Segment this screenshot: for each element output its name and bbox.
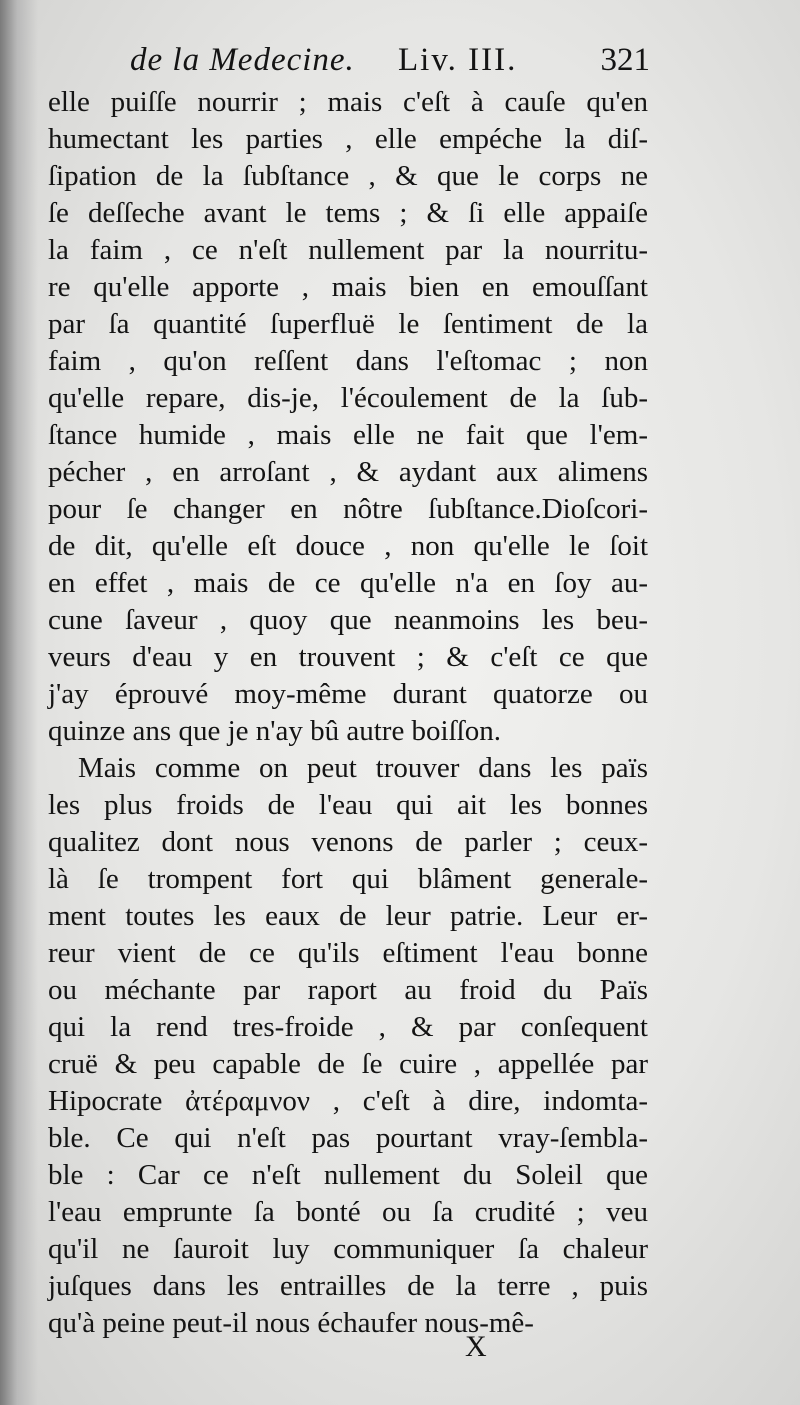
text-line: qu'elle repare, dis-je, l'écoulement de la ſub- [48,382,648,414]
running-head-book: Liv. III. [398,42,518,78]
text-line: juſques dans les entrailles de la terre , puis [48,1270,648,1302]
text-line: faim , qu'on reſſent dans l'eſtomac ; non [48,345,648,377]
text-line: ble. Ce qui n'eſt pas pourtant vray-ſembla- [48,1122,648,1154]
binding-shadow [0,0,38,1405]
text-line: pécher , en arroſant , & aydant aux alimens [48,456,648,488]
text-line: qu'il ne ſauroit luy communiquer ſa chaleur [48,1233,648,1265]
text-line: ment toutes les eaux de leur patrie. Leur er- [48,900,648,932]
text-line: qu'à peine peut-il nous échaufer nous-mê- [48,1307,534,1339]
text-line: elle puiſſe nourrir ; mais c'eſt à cauſe qu'en [48,86,648,118]
text-line: veurs d'eau y en trouvent ; & c'eſt ce que [48,641,648,673]
text-line: l'eau emprunte ſa bonté ou ſa crudité ; veu [48,1196,648,1228]
text-line: Mais comme on peut trouver dans les païs [78,752,648,784]
paragraph-2 [48,750,648,1342]
text-line: qualitez dont nous venons de parler ; ceux- [48,826,648,858]
text-line: ſe deſſeche avant le tems ; & ſi elle appaiſe [48,197,648,229]
body-text [48,84,648,1342]
text-line: les plus froids de l'eau qui ait les bonnes [48,789,648,821]
text-line: j'ay éprouvé moy-même durant quatorze ou [48,678,648,710]
text-line: ſtance humide , mais elle ne fait que l'em- [48,419,648,451]
running-head-title: de la Medecine. [130,42,355,78]
text-line: pour ſe changer en nôtre ſubſtance.Dioſcori- [48,493,648,525]
text-line: ou méchante par raport au froid du Païs [48,974,648,1006]
text-line: en effet , mais de ce qu'elle n'a en ſoy au- [48,567,648,599]
signature-mark: X [465,1330,487,1363]
text-line: par ſa quantité ſuperfluë le ſentiment de la [48,308,648,340]
text-line: là ſe trompent fort qui blâment generale- [48,863,648,895]
page-number: 321 [600,42,650,78]
text-line: re qu'elle apporte , mais bien en emouſſant [48,271,648,303]
paragraph-1 [48,84,648,750]
text-line: Hipocrate ἀτέραμνον , c'eſt à dire, indomta- [48,1085,648,1117]
text-line: reur vient de ce qu'ils eſtiment l'eau bonne [48,937,648,969]
text-line: cruë & peu capable de ſe cuire , appellée par [48,1048,648,1080]
text-line: qui la rend tres-froide , & par conſequent [48,1011,648,1043]
text-line: ble : Car ce n'eſt nullement du Soleil que [48,1159,648,1191]
text-line: quinze ans que je n'ay bû autre boiſſon. [48,715,501,747]
text-line: cune ſaveur , quoy que neanmoins les beu- [48,604,648,636]
text-line: ſipation de la ſubſtance , & que le corps ne [48,160,648,192]
text-line: la faim , ce n'eſt nullement par la nourritu- [48,234,648,266]
text-line: de dit, qu'elle eſt douce , non qu'elle le ſoit [48,530,648,562]
text-line: humectant les parties , elle empéche la diſ- [48,123,648,155]
